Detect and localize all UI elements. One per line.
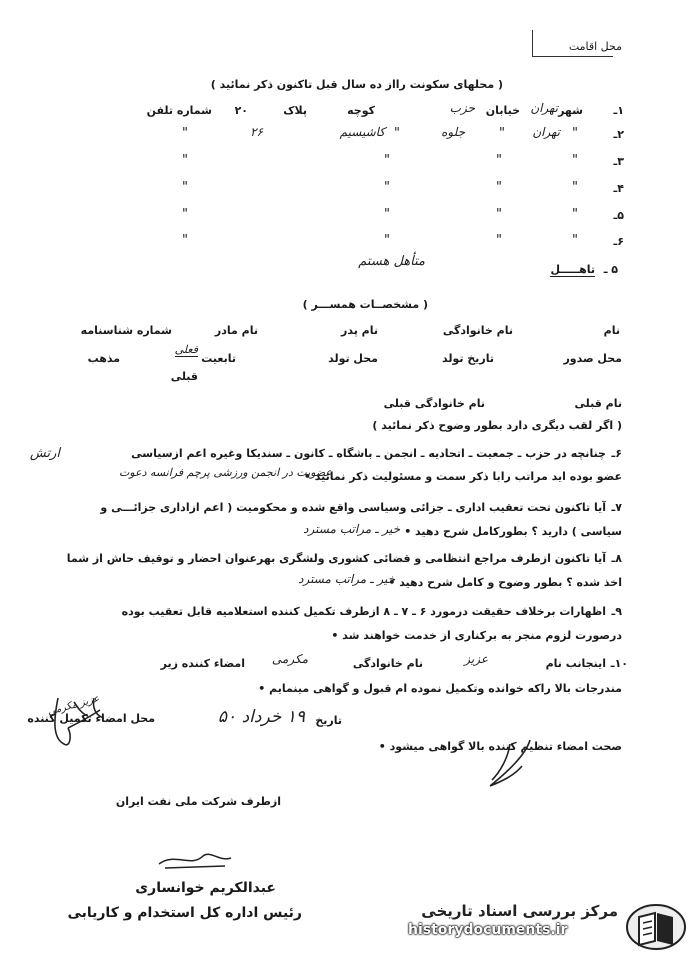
marital-value: متأهل هستم — [358, 254, 425, 269]
verifier-signature — [470, 736, 540, 796]
ditto-mark: " — [384, 153, 390, 168]
q6-line2: عضو بوده اید مراتب رابا ذکر سمت و مسئولیت ذکر نمائید • — [303, 470, 622, 483]
residence-title: محل اقامت — [568, 40, 622, 53]
q8-line1: آیا تاکنون ازطرف مراجع انتظامی و قضائی کشوری ولشگری بهرعنوان احضار و توقیف حاش از شما — [66, 552, 606, 565]
row2-plate: ۲۶ — [250, 125, 263, 139]
marital-label: تاهـــــل — [550, 263, 595, 276]
row1-label-city: شهر — [558, 104, 583, 117]
q9-num: ۹ـ — [611, 605, 622, 618]
row3-num: ۳ـ — [613, 155, 624, 168]
signer-signature-scribble — [44, 688, 114, 752]
watermark-url: historydocuments.ir — [408, 922, 568, 938]
spouse-nationality-value: فعلی — [174, 343, 198, 356]
ditto-mark: " — [182, 207, 188, 222]
q6-margin-note: ارتش — [29, 446, 60, 461]
verify-text: صحت امضاء تنظیم کننده بالا گواهی میشود • — [378, 740, 622, 753]
ditto-mark: " — [572, 233, 578, 248]
row1-label-phone: شماره تلفن — [146, 104, 212, 117]
company-label: ازطرف شرکت ملی نفت ایران — [115, 795, 281, 808]
row6-num: ۶ـ — [613, 235, 624, 248]
q6-num: ۶ـ — [611, 447, 622, 460]
spouse-heading: ( مشخصــات همســـر ) — [302, 298, 428, 311]
row1-plate: ۲۰ — [234, 104, 248, 117]
watermark — [408, 902, 618, 938]
spouse-note: ( اگر لقب دیگری دارد بطور وضوح ذکر نمائید ) — [372, 419, 622, 432]
official-title: رئیس اداره کل استخدام و کاریابی — [67, 905, 302, 921]
row1-street: حزب — [449, 101, 475, 115]
ditto-mark: " — [572, 153, 578, 168]
q8-answer: خیر ـ مراتب مسترد — [298, 572, 395, 586]
official-signature — [155, 848, 235, 870]
q7-num: ۷ـ — [611, 501, 622, 514]
spouse-label-birthdate: تاریخ تولد — [442, 352, 494, 365]
spouse-label-nationality: تابعیت — [201, 352, 236, 365]
row2-street: جلوه — [441, 125, 465, 139]
row1-num: ۱ـ — [613, 104, 624, 117]
q10-label-family: نام خانوادگی — [352, 657, 423, 670]
official-name: عبدالکریم خوانساری — [135, 880, 276, 896]
signer-signature: عزیز مکرمی — [46, 693, 101, 718]
marital-num: ۵ ـ — [603, 263, 618, 276]
ditto-mark: " — [496, 153, 502, 168]
q8-num: ۸ـ — [611, 552, 622, 565]
q9-line1: اظهارات برخلاف حقیقت درمورد ۶ ـ ۷ ـ ۸ ازطرف تکمیل کننده استعلامیه قابل تعقیب بوده — [121, 605, 606, 618]
q7-answer: خیر ـ مراتب مسترد — [303, 522, 400, 536]
q6-line1: چنانچه در حزب ـ جمعیت ـ اتحادیه ـ انجمن ـ باشگاه ـ کانون ـ سندیکا وغیره اعم ازسیاسی — [131, 447, 606, 460]
q10-label-signer: امضاء کننده زیر — [160, 657, 245, 670]
q10-name: عزیز — [464, 652, 488, 666]
date-value: ۱۹ خرداد ۵۰ — [217, 707, 305, 727]
spouse-label-name: نام — [603, 324, 620, 337]
ditto-mark: " — [572, 126, 578, 141]
spouse-label-prev-family: نام خانوادگی قبلی — [383, 397, 485, 410]
ditto-mark: " — [182, 180, 188, 195]
ditto-mark: " — [384, 207, 390, 222]
row5-num: ۵ـ — [613, 209, 624, 222]
spouse-label-father: نام پدر — [341, 324, 378, 337]
q7-line2: سیاسی ) دارید ؟ بطورکامل شرح دهید • — [404, 525, 622, 538]
row4-num: ۴ـ — [613, 182, 624, 195]
ditto-mark: " — [384, 180, 390, 195]
q9-line2: درصورت لزوم منجر به برکناری از خدمت خواهند شد • — [331, 629, 622, 642]
date-label: تاریخ — [315, 714, 342, 727]
q10-family: مکرمی — [271, 652, 308, 666]
q10-line2: مندرجات بالا راکه خوانده وتکمیل نموده ام قبول و گواهی مینمایم • — [258, 682, 622, 695]
ditto-mark: " — [496, 180, 502, 195]
ditto-mark: " — [496, 207, 502, 222]
ditto-mark: " — [384, 233, 390, 248]
row1-label-plate: پلاک — [283, 104, 307, 117]
spouse-label-family: نام خانوادگی — [442, 324, 513, 337]
row2-num: ۲ـ — [613, 128, 624, 141]
ditto-mark: " — [182, 233, 188, 248]
q10-label-name: اینجانب نام — [545, 657, 606, 670]
residence-subtitle: ( محلهای سکونت رااز ده سال قبل تاکنون ذکر نمائید ) — [210, 78, 503, 91]
row2-alley: کاشیسیم — [339, 125, 385, 139]
row1-city: تهران — [530, 101, 558, 115]
row2-city: تهران — [532, 125, 560, 139]
q10-num: ۱۰ـ — [610, 657, 628, 670]
watermark-title: مرکز بررسی اسناد تاریخی — [421, 902, 618, 920]
row1-label-alley: کوچه — [347, 104, 375, 117]
spouse-label-prev-name: نام قبلی — [574, 397, 622, 410]
q7-line1: آیا تاکنون تحت تعقیب اداری ـ جزائی وسیاسی واقع شده و محکومیت ( اعم ازاداری جزائـــی و — [100, 501, 606, 514]
spouse-label-mother: نام مادر — [214, 324, 258, 337]
ditto-mark: " — [499, 126, 505, 141]
ditto-mark: " — [572, 207, 578, 222]
ditto-mark: " — [182, 126, 188, 141]
spouse-label-id: شماره شناسنامه — [80, 324, 172, 337]
spouse-label-birthplace: محل تولد — [328, 352, 378, 365]
ditto-mark: " — [394, 126, 400, 141]
signature-place-label: محل امضاء تکمیل کننده — [27, 712, 155, 725]
ditto-mark: " — [572, 180, 578, 195]
book-icon — [625, 903, 687, 951]
spouse-label-religion: مذهب — [87, 352, 120, 365]
ditto-mark: " — [182, 153, 188, 168]
spouse-nationality-prev: قبلی — [170, 370, 198, 383]
ditto-mark: " — [496, 233, 502, 248]
q6-answer: عضویت در انجمن ورزشی پرچم فرانسه دعوت — [118, 466, 332, 479]
row1-label-street: خیابان — [485, 104, 520, 117]
q8-line2: اخذ شده ؟ بطور وضوح و کامل شرح دهید • — [388, 576, 622, 589]
spouse-label-issue: محل صدور — [563, 352, 622, 365]
